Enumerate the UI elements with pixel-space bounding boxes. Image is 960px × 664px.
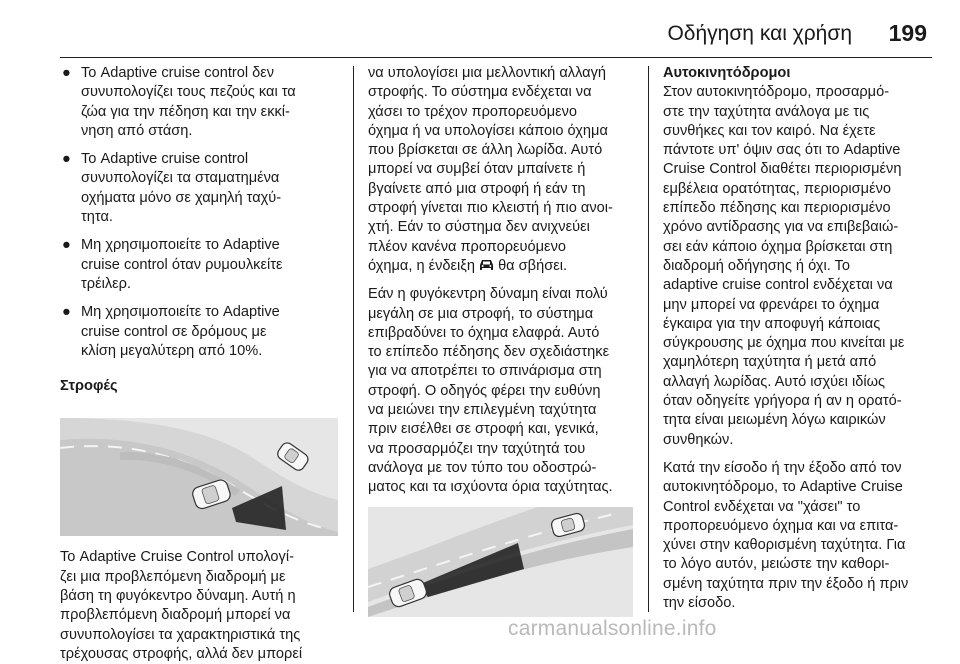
highway-illustration — [368, 507, 633, 617]
bullet-dot: ● — [62, 304, 71, 321]
bullet-item: ● Μη χρησιμοποιείτε το Adaptive cruise control σε δρόμους με κλίση μεγαλύτερη από 10%. — [62, 304, 280, 359]
watermark-text: carmanualsonline.info — [508, 617, 717, 640]
bullet-dot: ● — [62, 151, 71, 168]
column-2 — [368, 64, 633, 629]
curve-illustration — [60, 418, 338, 536]
bullet-dot: ● — [62, 65, 71, 81]
bullet-item: ● Το Adaptive cruise control συνυπολογίζει τα σταματημένα οχήματα μόνο σε χαμηλή ταχύ- τητα. — [62, 151, 282, 226]
bullet-dot: ● — [62, 237, 71, 254]
paragraph: να υπολογίσει μια μελλοντική αλλαγή στροφής. Το σύστημα ενδέχεται να χάσει το τρέχον προπορευόμενο όχημα ή να υπολογίσει κάποιο όχημα που βρίσκεται σε άλλη λωρίδα. Αυτό μπορεί να συμβεί όταν μπαίνετε ή βγαίνετε από μια στροφή ή εάν τη στροφή γίνεται πιο κλειστή ή πιο ανοι- χτή. Εάν το σύστημα δεν ανιχνεύει πλέον κανένα προπορευόμενο όχημα, η ένδειξη θα σβήσει. — [368, 65, 613, 274]
column-1 — [60, 64, 340, 664]
column-3 — [663, 64, 935, 622]
vehicle-ahead-icon — [479, 259, 494, 272]
column-divider-right — [648, 66, 649, 612]
bullet-list — [60, 64, 340, 361]
running-title: Οδήγηση και χρήση — [667, 22, 852, 45]
header-rule — [60, 57, 932, 58]
section-heading-highways: Αυτοκινητόδρομοι — [663, 65, 791, 81]
section-heading-curves: Στροφές — [60, 378, 118, 395]
paragraph: Εάν η φυγόκεντρη δύναμη είναι πολύ μεγάλη σε μια στροφή, το σύστημα επιβραδύνει το όχημα ελαφρά. Αυτό το επίπεδο πέδησης δεν σχεδιάστηκε για να αποτρέπει το σπινάρισμα στη στροφή. Ο οδηγός φέρει την ευθύνη να μειώνει την επιλεγμένη ταχύτητα πριν εισέλθει σε στροφή και, γενικά, να προσαρμόζει την ταχύτητά του ανάλογα με τον τύπο του οδοστρώ- ματος και τα ισχύοντα όρια ταχύτητας. — [368, 286, 613, 496]
page-number: 199 — [888, 20, 927, 46]
paragraph: Κατά την είσοδο ή την έξοδο από τον αυτοκινητόδρομο, το Adaptive Cruise Control ενδέχεται να "χάσει" το προπορευόμενο όχημα και να επιτα- χύνει στην καθορισμένη ταχύτητα. Για το λόγο αυτόν, μειώστε την καθορι- σμένη ταχύτητα πριν την έξοδο ή πριν την είσοδο. — [663, 459, 909, 612]
paragraph: Το Adaptive Cruise Control υπολογί- ζει μια προβλεπόμενη διαδρομή με βάση τη φυγόκεντρο δύναμη. Αυτή η προβλεπόμενη διαδρομή μπορεί να συνυπολογίσει τα χαρακτηριστικά της τρέχουσας στροφής, αλλά δεν μπορεί — [60, 549, 303, 662]
page-header — [0, 0, 960, 58]
bullet-item: ● Μη χρησιμοποιείτε το Adaptive cruise control όταν ρυμουλκείτε τρέιλερ. — [62, 237, 283, 292]
paragraph: Στον αυτοκινητόδρομο, προσαρμό- στε την ταχύτητα ανάλογα με τις συνθήκες και τον καιρό. Να έχετε πάντοτε υπ' όψιν σας ότι το Adaptive Cruise Control διαθέτει περιορισμένη εμβέλεια ορατότητας, περιορισμένο επίπεδο πέδησης και περιορισμένο χρόνο αντίδρασης για να επιβεβαιώ- σει εάν κάποιο όχημα βρίσκεται στη διαδρομή οδήγησης ή όχι. Το adaptive cruise control ενδέχεται να μην μπορεί να φρενάρει το όχημα έγκαιρα για την αποφυγή κάποιας σύγκρουσης με όχημα που κινείται με χαμηλότερη ταχύτητα ή μετά από αλλαγή λωρίδας. Αυτό ισχύει ιδίως όταν οδηγείτε γρήγορα ή αν η ορατό- τητα είναι μειωμένη λόγω καιρικών συνθηκών. — [663, 84, 905, 448]
bullet-item: ● Το Adaptive cruise control δεν συνυπολογίζει τους πεζούς και τα ζώα για την πέδηση και την εκκί- νηση από στάση. — [62, 65, 296, 139]
column-divider-left — [353, 66, 354, 612]
